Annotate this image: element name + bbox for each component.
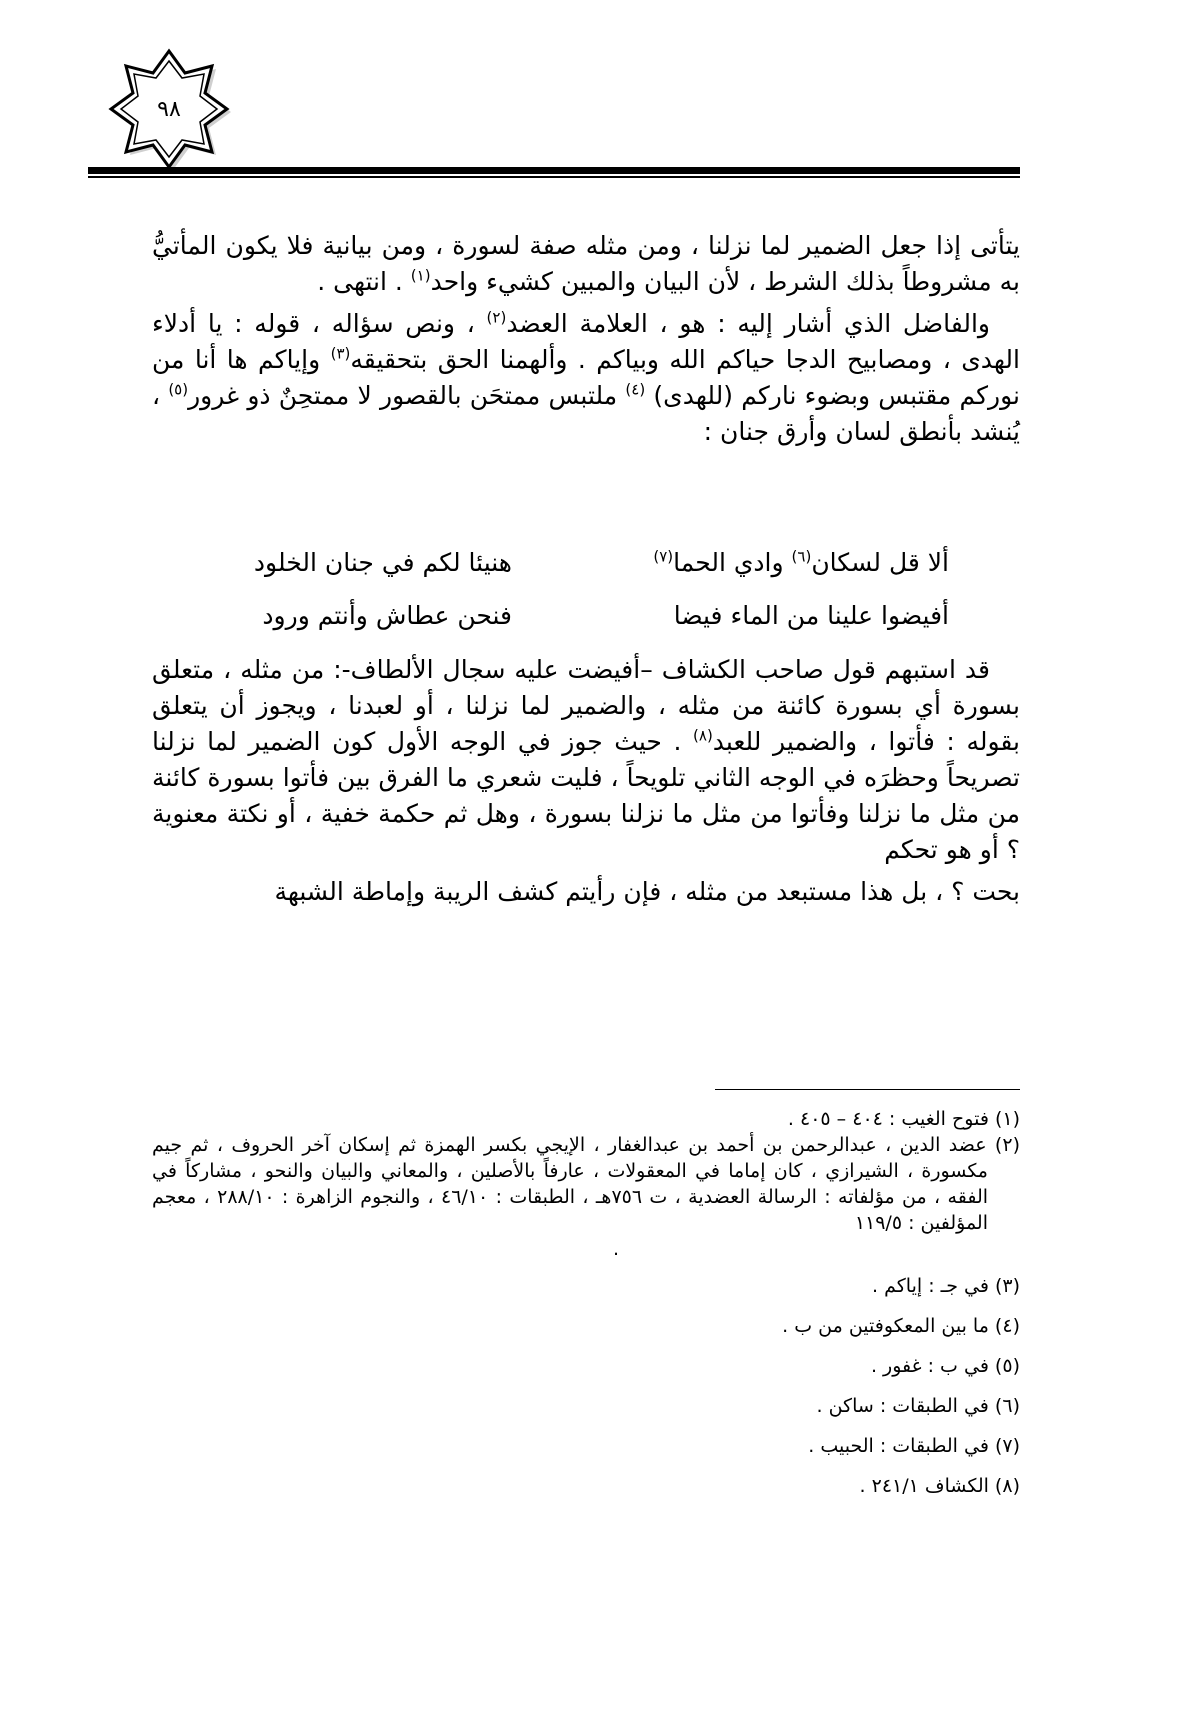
paragraph-3: قد استبهم قول صاحب الكشاف –أفيضت عليه سجال الألطاف-: من مثله ، متعلق بسورة أي بسورة كائنة من مثله ، والضمير لما نزلنا ، أو لعبدنا ، ويجوز أن يتعلق بقوله : فأتوا ، والضمير للعبد$^{(٨)}$ . حيث جوز في الوجه الأول كون الضمير لما نزلنا تصريحاً وحظرَه في الوجه الثاني تلويحاً ، فليت شعري ما الفرق بين فأتوا بسورة كائنة من مثل ما نزلنا وفأتوا من مثل ما نزلنا بسورة ، وهل ثم حكمة خفية ، أو نكتة معنوية ؟ أو هو تحكم	[152, 655, 1020, 864]
footnote-8: (٨) الكشاف ٢٤١/١ .	[859, 1475, 1020, 1497]
footnotes	[152, 1106, 1020, 1502]
main-text-continued	[152, 652, 1020, 916]
paragraph-1: يتأتى إذا جعل الضمير لما نزلنا ، ومن مثله صفة لسورة ، ومن بيانية فلا يكون المأتيُّ به مشروطاً بذلك الشرط ، لأن البيان والمبين كشيء واحد$^{(١)}$ . انتهى .	[152, 231, 1020, 296]
verse-2-right: أفيضوا علينا من الماء فيضا	[673, 601, 949, 630]
footnote-marker: (٨)	[693, 726, 713, 745]
paragraph-2: والفاضل الذي أشار إليه : هو ، العلامة العضد$^{(٢)}$ ، ونص سؤاله ، قوله : يا أدلاء الهدى ، ومصابيح الدجا حياكم الله وبياكم . وألهمنا الحق بتحقيقه$^{(٣)}$ وإياكم ها أنا من نوركم مقتبس وبضوء ناركم (للهدى) $^{(٤)}$ ملتبس ممتحَن بالقصور لا ممتحِنٌ ذو غرور$^{(٥)}$ ، يُنشد بأنطق لسان وأرق جنان :	[152, 308, 1020, 446]
page-number-badge	[105, 45, 233, 173]
footnote-3: (٣) في جـ : إياكم .	[872, 1275, 1020, 1297]
page-number: ٩٨	[157, 96, 181, 122]
footnote-2-end-dot: .	[612, 1238, 620, 1260]
verse-1-left: هنيئا لكم في جنان الخلود	[253, 548, 512, 577]
footnote-1: (١) فتوح الغيب : ٤٠٤ – ٤٠٥ .	[787, 1108, 1020, 1130]
footnote-marker: (١)	[410, 266, 431, 285]
header-rule-thick	[88, 167, 1020, 174]
footnote-marker: (٥)	[168, 380, 189, 399]
footnote-5: (٥) في ب : غفور .	[870, 1355, 1020, 1377]
footnote-7: (٧) في الطبقات : الحبيب .	[808, 1435, 1020, 1457]
footnote-2: (٢) عضد الدين ، عبدالرحمن بن أحمد بن عبدالغفار ، الإيجي بكسر الهمزة ثم إسكان آخر الحروف ، ثم جيم مكسورة ، الشيرازي ، كان إماما في المعقولات ، عارفاً بالأصلين ، والمعاني والبيان والنحو ، مشاركاً في الفقه ، من مؤلفاته : الرسالة العضدية ، ت ٧٥٦هـ ، الطبقات : ٤٦/١٠ ، والنجوم الزاهرة : ٢٨٨/١٠ ، معجم المؤلفين : ١١٩/٥	[152, 1134, 1020, 1234]
paragraph-4: بحت ؟ ، بل هذا مستبعد من مثله ، فإن رأيتم كشف الريبة وإماطة الشبهة	[274, 877, 1020, 906]
main-text	[152, 228, 1020, 456]
footnote-6: (٦) في الطبقات : ساكن .	[816, 1395, 1020, 1417]
verse-1-right: ألا قل لسكان$^{(٦)}$ وادي الحما$^{(٧)}$	[653, 547, 949, 577]
footnote-marker: (٦)	[791, 547, 812, 566]
footnote-marker: (٢)	[486, 308, 507, 327]
verse-2-left: فنحن عطاش وأنتم ورود	[262, 601, 512, 630]
header-rule-thin	[88, 176, 1020, 178]
footnote-marker: (٣)	[330, 344, 351, 363]
footnote-marker: (٧)	[653, 547, 674, 566]
footnote-separator	[715, 1089, 1020, 1090]
footnote-marker: (٤)	[625, 380, 646, 399]
footnote-4: (٤) ما بين المعكوفتين من ب .	[782, 1315, 1020, 1337]
